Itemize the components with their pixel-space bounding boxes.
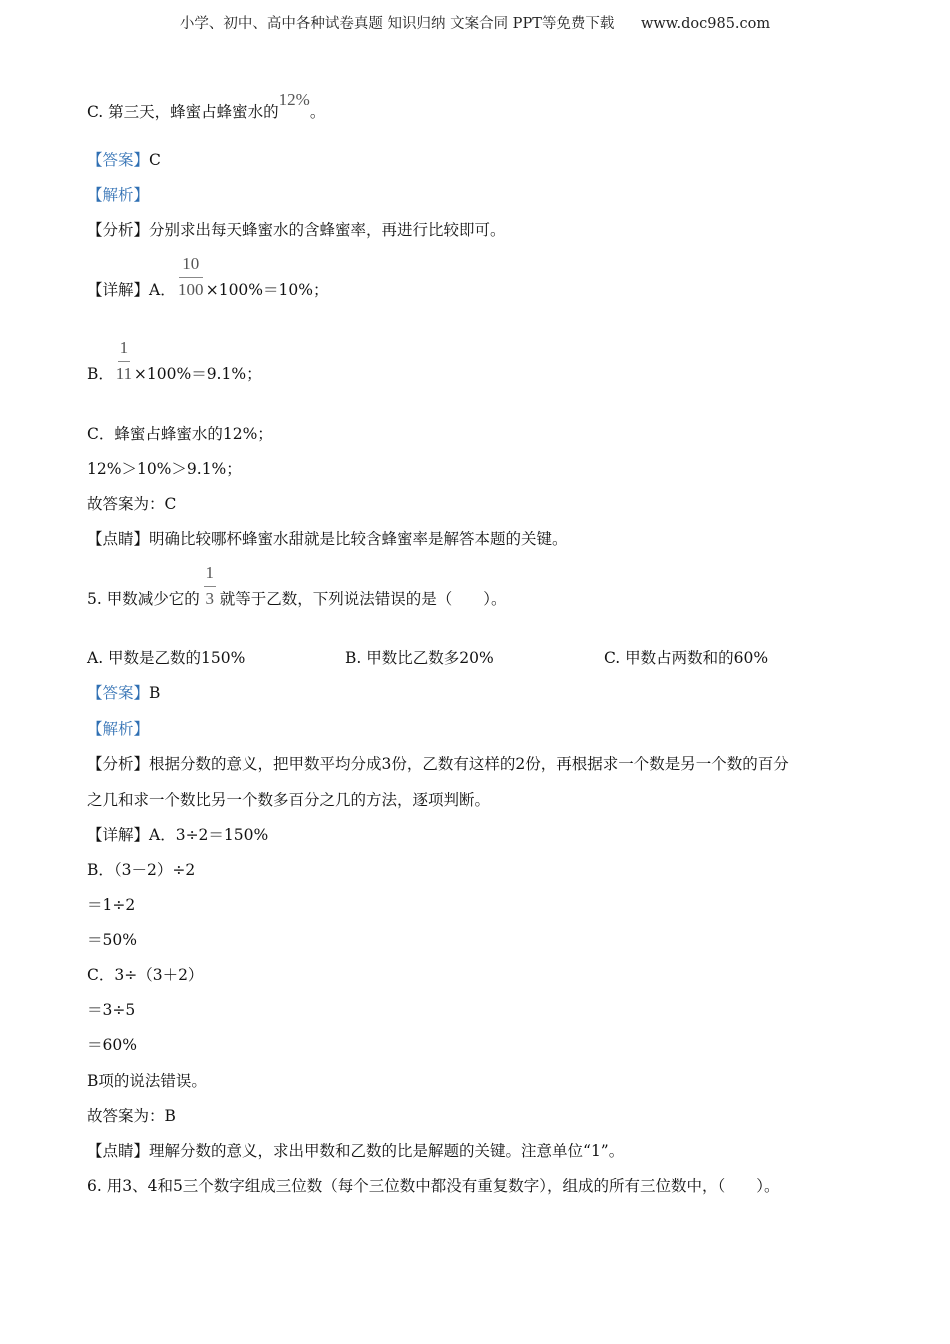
q5-option-b: B. 甲数比乙数多20% (345, 649, 494, 667)
q5-answer (87, 683, 160, 703)
fraction-10-100 (176, 254, 206, 300)
detail-b-label: B． (87, 365, 114, 383)
key-point-tag: 【点睛】 (87, 1142, 150, 1160)
detail-a-expression: A．3÷2＝150% (149, 826, 269, 844)
q5-detail-b-line1: B．（3－2）÷2 (87, 861, 196, 879)
q5-detail-c-line1: C．3÷（3＋2） (87, 966, 204, 984)
q5-detail-b-line2: ＝1÷2 (87, 896, 136, 914)
q6-stem: 6. 用3、4和5三个数字组成三位数（每个三位数中都没有重复数字），组成的所有三位数中，（ ）。 (87, 1177, 780, 1195)
q5-analysis-line2: 之几和求一个数比另一个数多百分之几的方法，逐项判断。 (87, 791, 491, 809)
q4-jiexi-tag: 【解析】 (87, 186, 150, 204)
key-point-tag: 【点睛】 (87, 530, 150, 548)
page-header (0, 12, 950, 33)
q5-option-c: C. 甲数占两数和的60% (604, 649, 769, 667)
fraction-1-3 (200, 563, 220, 609)
q4-detail-a (87, 254, 329, 300)
header-site-link[interactable]: www.doc985.com (640, 16, 771, 32)
detail-a-label: A． (149, 281, 176, 299)
detail-tag: 【详解】 (87, 826, 150, 844)
q4-answer (87, 150, 161, 170)
fraction-numerator: 1 (119, 338, 129, 357)
fraction-bar (204, 586, 216, 587)
q4-option-c-text: C. 第三天，蜂蜜占蜂蜜水的 (87, 103, 279, 121)
key-point-text: 理解分数的意义，求出甲数和乙数的比是解题的关键。注意单位“1”。 (149, 1142, 625, 1160)
q4-detail-b (87, 338, 262, 384)
q4-analysis (87, 220, 506, 240)
detail-a-expression: ×100%＝10%； (205, 281, 329, 299)
fraction-numerator: 10 (182, 254, 200, 273)
key-point-text: 明确比较哪杯蜂蜜水甜就是比较含蜂蜜率是解答本题的关键。 (149, 530, 568, 548)
q4-conclusion: 故答案为：C (87, 495, 177, 513)
q5-detail-c-line2: ＝3÷5 (87, 1001, 136, 1019)
analysis-tag: 【分析】 (87, 221, 150, 239)
analysis-tag: 【分析】 (87, 755, 150, 773)
q5-wrong-statement: B项的说法错误。 (87, 1072, 207, 1090)
q4-option-c-suffix: 。 (309, 103, 326, 121)
q4-option-c-value: 12% (278, 90, 310, 109)
fraction-numerator: 1 (205, 563, 214, 582)
detail-b-expression: ×100%＝9.1%； (133, 365, 262, 383)
q5-conclusion: 故答案为：B (87, 1107, 176, 1125)
q5-stem-prefix: 5. 甲数减少它的 (87, 590, 200, 608)
q5-option-a: A. 甲数是乙数的150% (87, 649, 246, 667)
q4-compare: 12%＞10%＞9.1%； (87, 460, 242, 478)
fraction-bar (179, 277, 203, 278)
q5-detail-a (87, 825, 268, 845)
q5-analysis-line1 (87, 754, 789, 774)
answer-value: C (149, 151, 161, 169)
analysis-text: 分别求出每天蜂蜜水的含蜂蜜率，再进行比较即可。 (149, 221, 506, 239)
fraction-1-11 (114, 338, 134, 384)
detail-tag: 【详解】 (87, 281, 150, 299)
q5-stem-suffix: 就等于乙数，下列说法错误的是（ ）。 (219, 590, 507, 608)
q5-detail-c-line3: ＝60% (87, 1036, 137, 1054)
answer-value: B (149, 684, 161, 702)
fraction-denominator: 100 (177, 280, 204, 299)
answer-tag: 【答案】 (87, 684, 150, 702)
q4-option-c (87, 90, 326, 122)
q5-stem (87, 563, 507, 609)
fraction-bar (118, 361, 130, 362)
header-text: 小学、初中、高中各种试卷真题 知识归纳 文案合同 PPT等免费下载 (179, 16, 615, 32)
analysis-text: 根据分数的意义，把甲数平均分成3份，乙数有这样的2份，再根据求一个数是另一个数的百分 (149, 755, 789, 773)
q4-key-point (87, 529, 568, 549)
q5-jiexi-tag: 【解析】 (87, 720, 150, 738)
fraction-denominator: 11 (115, 364, 133, 383)
q5-detail-b-line3: ＝50% (87, 931, 137, 949)
fraction-denominator: 3 (205, 589, 214, 608)
q5-key-point (87, 1141, 624, 1161)
q4-detail-c: C．蜂蜜占蜂蜜水的12%； (87, 425, 273, 443)
answer-tag: 【答案】 (87, 151, 150, 169)
